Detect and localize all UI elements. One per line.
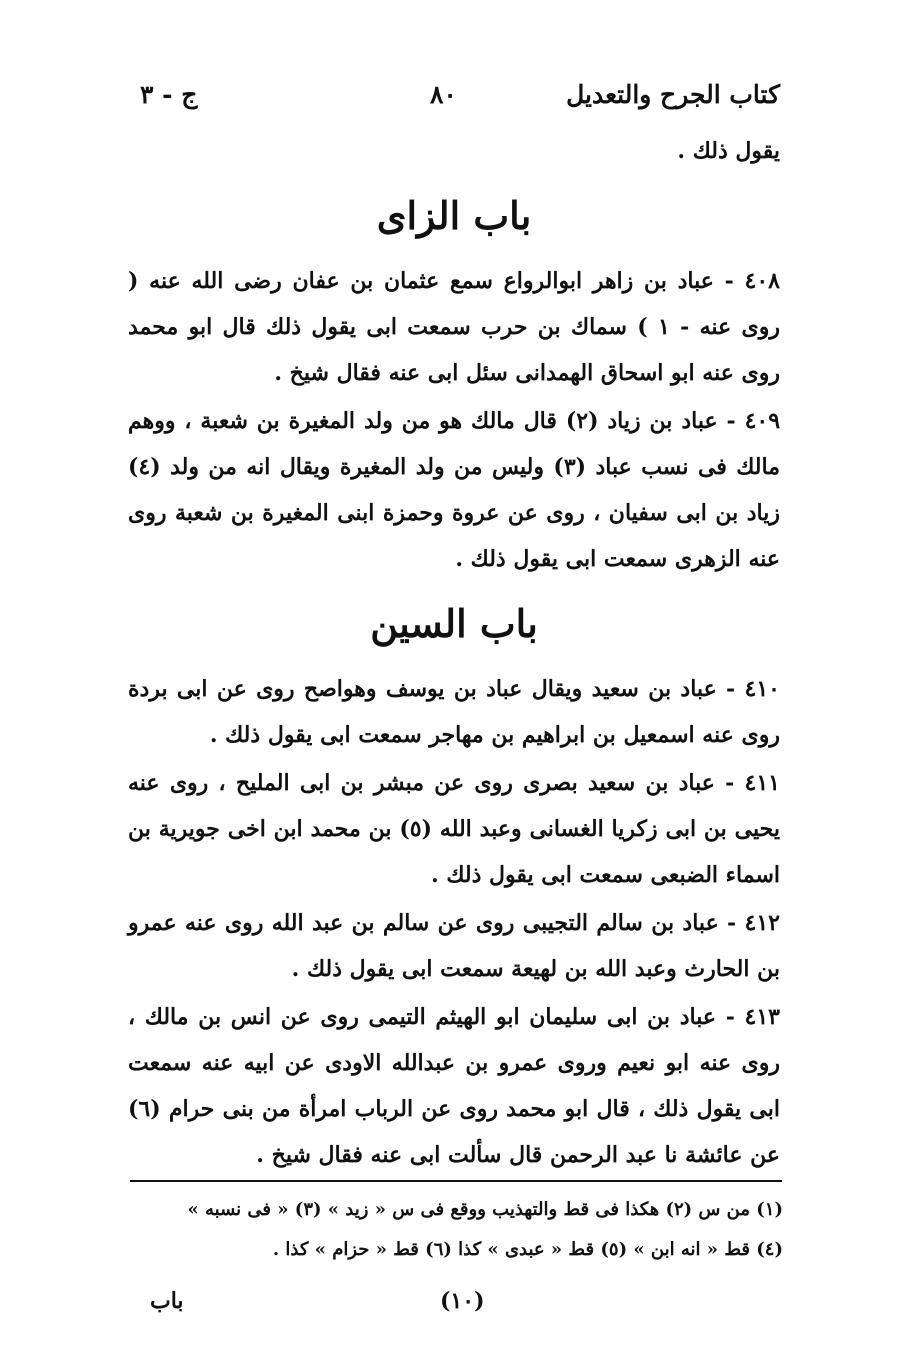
entry-number: ٤١١ bbox=[744, 770, 780, 796]
main-text bbox=[128, 128, 780, 1180]
entry-number: ٤١٣ bbox=[744, 1004, 780, 1030]
carryover-text: يقول ذلك . bbox=[677, 138, 780, 164]
entry-paragraph bbox=[128, 760, 780, 898]
entry-number: ٤١٢ bbox=[744, 910, 780, 936]
entry-text: - عباد بن زاهر ابوالرواع سمع عثمان بن عفان رضى الله عنه ( روى عنه - ١ ) سماك بن حرب سمعت ابى يقول ذلك قال ابو محمد روى عنه ابو اسحاق الهمدانى سئل ابى عنه فقال شيخ . bbox=[128, 268, 780, 386]
entry-number: ٤٠٨ bbox=[744, 268, 780, 294]
volume-label: ج - ٣ bbox=[140, 80, 198, 109]
entry-paragraph bbox=[128, 258, 780, 396]
signature-mark: (١٠) bbox=[440, 1288, 485, 1314]
footnote-line: (١) من س (٢) هكذا فى قط والتهذيب ووقع فى س « زيد » (٣) « فى نسبه » bbox=[187, 1199, 783, 1220]
section-heading: باب السين bbox=[370, 601, 538, 646]
entry-paragraph bbox=[128, 994, 780, 1178]
entry-paragraph bbox=[128, 900, 780, 992]
entry-paragraph bbox=[128, 666, 780, 758]
footnote-divider bbox=[130, 1180, 782, 1182]
entry-number: ٤٠٩ bbox=[744, 408, 781, 434]
entry-paragraph bbox=[128, 398, 780, 582]
footnotes bbox=[128, 1190, 783, 1270]
running-header bbox=[130, 80, 780, 120]
section-heading: باب الزاى bbox=[376, 193, 532, 238]
entry-number: ٤١٠ bbox=[744, 676, 780, 702]
entry-text: - عباد بن ابى سليمان ابو الهيثم التيمى روى عن انس بن مالك ، روى عنه ابو نعيم وروى عمرو بن عبدالله الاودى عن ابيه عنه سمعت ابى يقول ذلك ، قال ابو محمد روى عن الرباب امرأة من بنى حرام (٦) عن عائشة نا عبد الرحمن قال سألت ابى عنه فقال شيخ . bbox=[128, 1004, 780, 1168]
entry-text: - عباد بن سالم التجيبى روى عن سالم بن عبد الله روى عنه عمرو بن الحارث وعبد الله بن لهيعة سمعت ابى يقول ذلك . bbox=[128, 910, 780, 982]
page-number: ٨٠ bbox=[430, 80, 457, 109]
book-title: كتاب الجرح والتعديل bbox=[566, 80, 780, 109]
entry-text: - عباد بن زياد (٢) قال مالك هو من ولد المغيرة بن شعبة ، ووهم مالك فى نسب عباد (٣) وليس من ولد المغيرة ويقال انه من ولد (٤) زياد بن ابى سفيان ، روى عن عروة وحمزة ابنى المغيرة بن شعبة روى عنه الزهرى سمعت ابى يقول ذلك . bbox=[128, 408, 780, 572]
catchword: باب bbox=[150, 1288, 184, 1314]
page-footer bbox=[130, 1288, 780, 1328]
entry-text: - عباد بن سعيد بصرى روى عن مبشر بن ابى المليح ، روى عنه يحيى بن ابى زكريا الغسانى وعبد الله (٥) بن محمد ابن اخى جويرية بن اسماء الضبعى سمعت ابى يقول ذلك . bbox=[128, 770, 780, 888]
footnote-line: (٤) قط « انه ابن » (٥) قط « عبدى » كذا (٦) قط « حزام » كذا . bbox=[272, 1239, 783, 1260]
entry-text: - عباد بن سعيد ويقال عباد بن يوسف وهواصح روى عن ابى بردة روى عنه اسمعيل بن ابراهيم بن مهاجر سمعت ابى يقول ذلك . bbox=[128, 676, 780, 748]
